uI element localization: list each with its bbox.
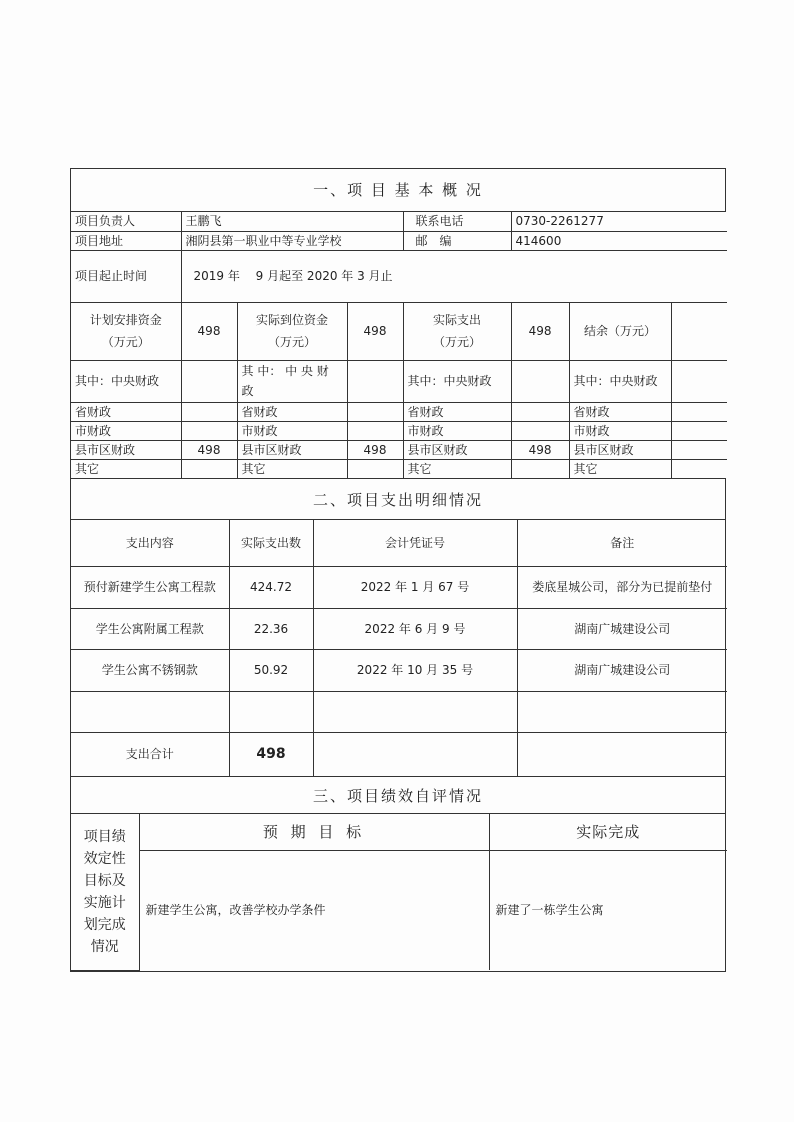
post-label: 邮 编 xyxy=(403,231,511,250)
fund-plan-value: 498 xyxy=(181,302,237,360)
performance-side-text: 项目绩效定性目标及实施计划完成情况 xyxy=(83,828,126,955)
city-a-label: 市财政 xyxy=(71,421,181,440)
provincial-d-label: 省财政 xyxy=(569,402,671,421)
phone-value: 0730-2261277 xyxy=(511,212,727,231)
leader-label: 项目负责人 xyxy=(71,212,181,231)
table-row xyxy=(71,608,727,649)
expense-amount: 22.36 xyxy=(229,608,313,649)
fund-arrived-label-text: 实际到位资金 xyxy=(255,313,328,327)
address-label: 项目地址 xyxy=(71,231,181,250)
expense-amount: 424.72 xyxy=(229,566,313,608)
expense-total-empty xyxy=(517,732,727,776)
city-c-label: 市财政 xyxy=(403,421,511,440)
performance-table xyxy=(71,814,727,971)
expense-table xyxy=(71,520,727,776)
other-b-label: 其它 xyxy=(237,459,347,478)
other-b-value xyxy=(347,459,403,478)
central-b-label: 其 中： 中 央 财 政 xyxy=(237,360,347,402)
other-d-label: 其它 xyxy=(569,459,671,478)
expense-header-note: 备注 xyxy=(517,520,727,566)
post-value: 414600 xyxy=(511,231,727,250)
county-d-value xyxy=(671,440,727,459)
fund-spent-label xyxy=(403,302,511,360)
fund-spent-value: 498 xyxy=(511,302,569,360)
county-b-value: 498 xyxy=(347,440,403,459)
section1-table xyxy=(71,212,727,478)
fund-spent-label-text: 实际支出 xyxy=(433,313,482,327)
expense-total-label: 支出合计 xyxy=(71,732,229,776)
other-d-value xyxy=(671,459,727,478)
period-value: 2019 年 9 月起至 2020 年 3 月止 xyxy=(181,250,727,302)
leader-value: 王鹏飞 xyxy=(181,212,403,231)
expense-note: 湖南广城建设公司 xyxy=(517,608,727,649)
goal-text: 新建学生公寓，改善学校办学条件 xyxy=(139,850,489,970)
provincial-c-value xyxy=(511,402,569,421)
county-d-label: 县市区财政 xyxy=(569,440,671,459)
expense-voucher: 2022 年 6 月 9 号 xyxy=(313,608,517,649)
provincial-c-label: 省财政 xyxy=(403,402,511,421)
fund-plan-unit: （万元） xyxy=(101,335,150,349)
county-c-label: 县市区财政 xyxy=(403,440,511,459)
county-b-label: 县市区财政 xyxy=(237,440,347,459)
other-c-value xyxy=(511,459,569,478)
balance-value xyxy=(671,302,727,360)
expense-total-value: 498 xyxy=(229,732,313,776)
county-a-value: 498 xyxy=(181,440,237,459)
central-c-value xyxy=(511,360,569,402)
provincial-a-value xyxy=(181,402,237,421)
city-b-label: 市财政 xyxy=(237,421,347,440)
expense-empty xyxy=(229,691,313,732)
expense-header-amount: 实际支出数 xyxy=(229,520,313,566)
table-row xyxy=(71,691,727,732)
fund-arrived-label xyxy=(237,302,347,360)
expense-amount: 50.92 xyxy=(229,649,313,691)
done-header: 实际完成 xyxy=(489,814,727,850)
city-a-value xyxy=(181,421,237,440)
other-a-label: 其它 xyxy=(71,459,181,478)
expense-empty xyxy=(517,691,727,732)
fund-plan-label xyxy=(71,302,181,360)
table-row xyxy=(71,649,727,691)
county-c-value: 498 xyxy=(511,440,569,459)
performance-side-label xyxy=(71,814,139,970)
city-b-value xyxy=(347,421,403,440)
provincial-b-label: 省财政 xyxy=(237,402,347,421)
expense-voucher: 2022 年 10 月 35 号 xyxy=(313,649,517,691)
city-d-label: 市财政 xyxy=(569,421,671,440)
provincial-a-label: 省财政 xyxy=(71,402,181,421)
expense-voucher: 2022 年 1 月 67 号 xyxy=(313,566,517,608)
expense-total-empty xyxy=(313,732,517,776)
period-label: 项目起止时间 xyxy=(71,250,181,302)
expense-note: 娄底星城公司，部分为已提前垫付 xyxy=(517,566,727,608)
city-d-value xyxy=(671,421,727,440)
section3-title: 三、项目绩效自评情况 xyxy=(71,776,725,814)
expense-empty xyxy=(313,691,517,732)
address-value: 湘阴县第一职业中等专业学校 xyxy=(181,231,403,250)
done-text: 新建了一栋学生公寓 xyxy=(489,850,727,970)
expense-content: 学生公寓附属工程款 xyxy=(71,608,229,649)
section2-title: 二、项目支出明细情况 xyxy=(71,478,725,520)
central-d-label: 其中：中央财政 xyxy=(569,360,671,402)
provincial-b-value xyxy=(347,402,403,421)
expense-empty xyxy=(71,691,229,732)
expense-content: 预付新建学生公寓工程款 xyxy=(71,566,229,608)
phone-label: 联系电话 xyxy=(403,212,511,231)
expense-header-voucher: 会计凭证号 xyxy=(313,520,517,566)
central-d-value xyxy=(671,360,727,402)
expense-header-content: 支出内容 xyxy=(71,520,229,566)
city-c-value xyxy=(511,421,569,440)
central-b-value xyxy=(347,360,403,402)
expense-content: 学生公寓不锈钢款 xyxy=(71,649,229,691)
other-c-label: 其它 xyxy=(403,459,511,478)
county-a-label: 县市区财政 xyxy=(71,440,181,459)
fund-arrived-unit: （万元） xyxy=(267,335,316,349)
provincial-d-value xyxy=(671,402,727,421)
section1-title: 一、项 目 基 本 概 况 xyxy=(71,169,725,212)
central-c-label: 其中：中央财政 xyxy=(403,360,511,402)
goal-header: 预 期 目 标 xyxy=(139,814,489,850)
expense-note: 湖南广城建设公司 xyxy=(517,649,727,691)
fund-spent-unit: （万元） xyxy=(433,335,482,349)
other-a-value xyxy=(181,459,237,478)
balance-label: 结余（万元） xyxy=(569,302,671,360)
central-a-label: 其中：中央财政 xyxy=(71,360,181,402)
table-row xyxy=(71,566,727,608)
report-sheet xyxy=(70,168,726,972)
fund-plan-label-text: 计划安排资金 xyxy=(89,313,162,327)
fund-arrived-value: 498 xyxy=(347,302,403,360)
central-a-value xyxy=(181,360,237,402)
